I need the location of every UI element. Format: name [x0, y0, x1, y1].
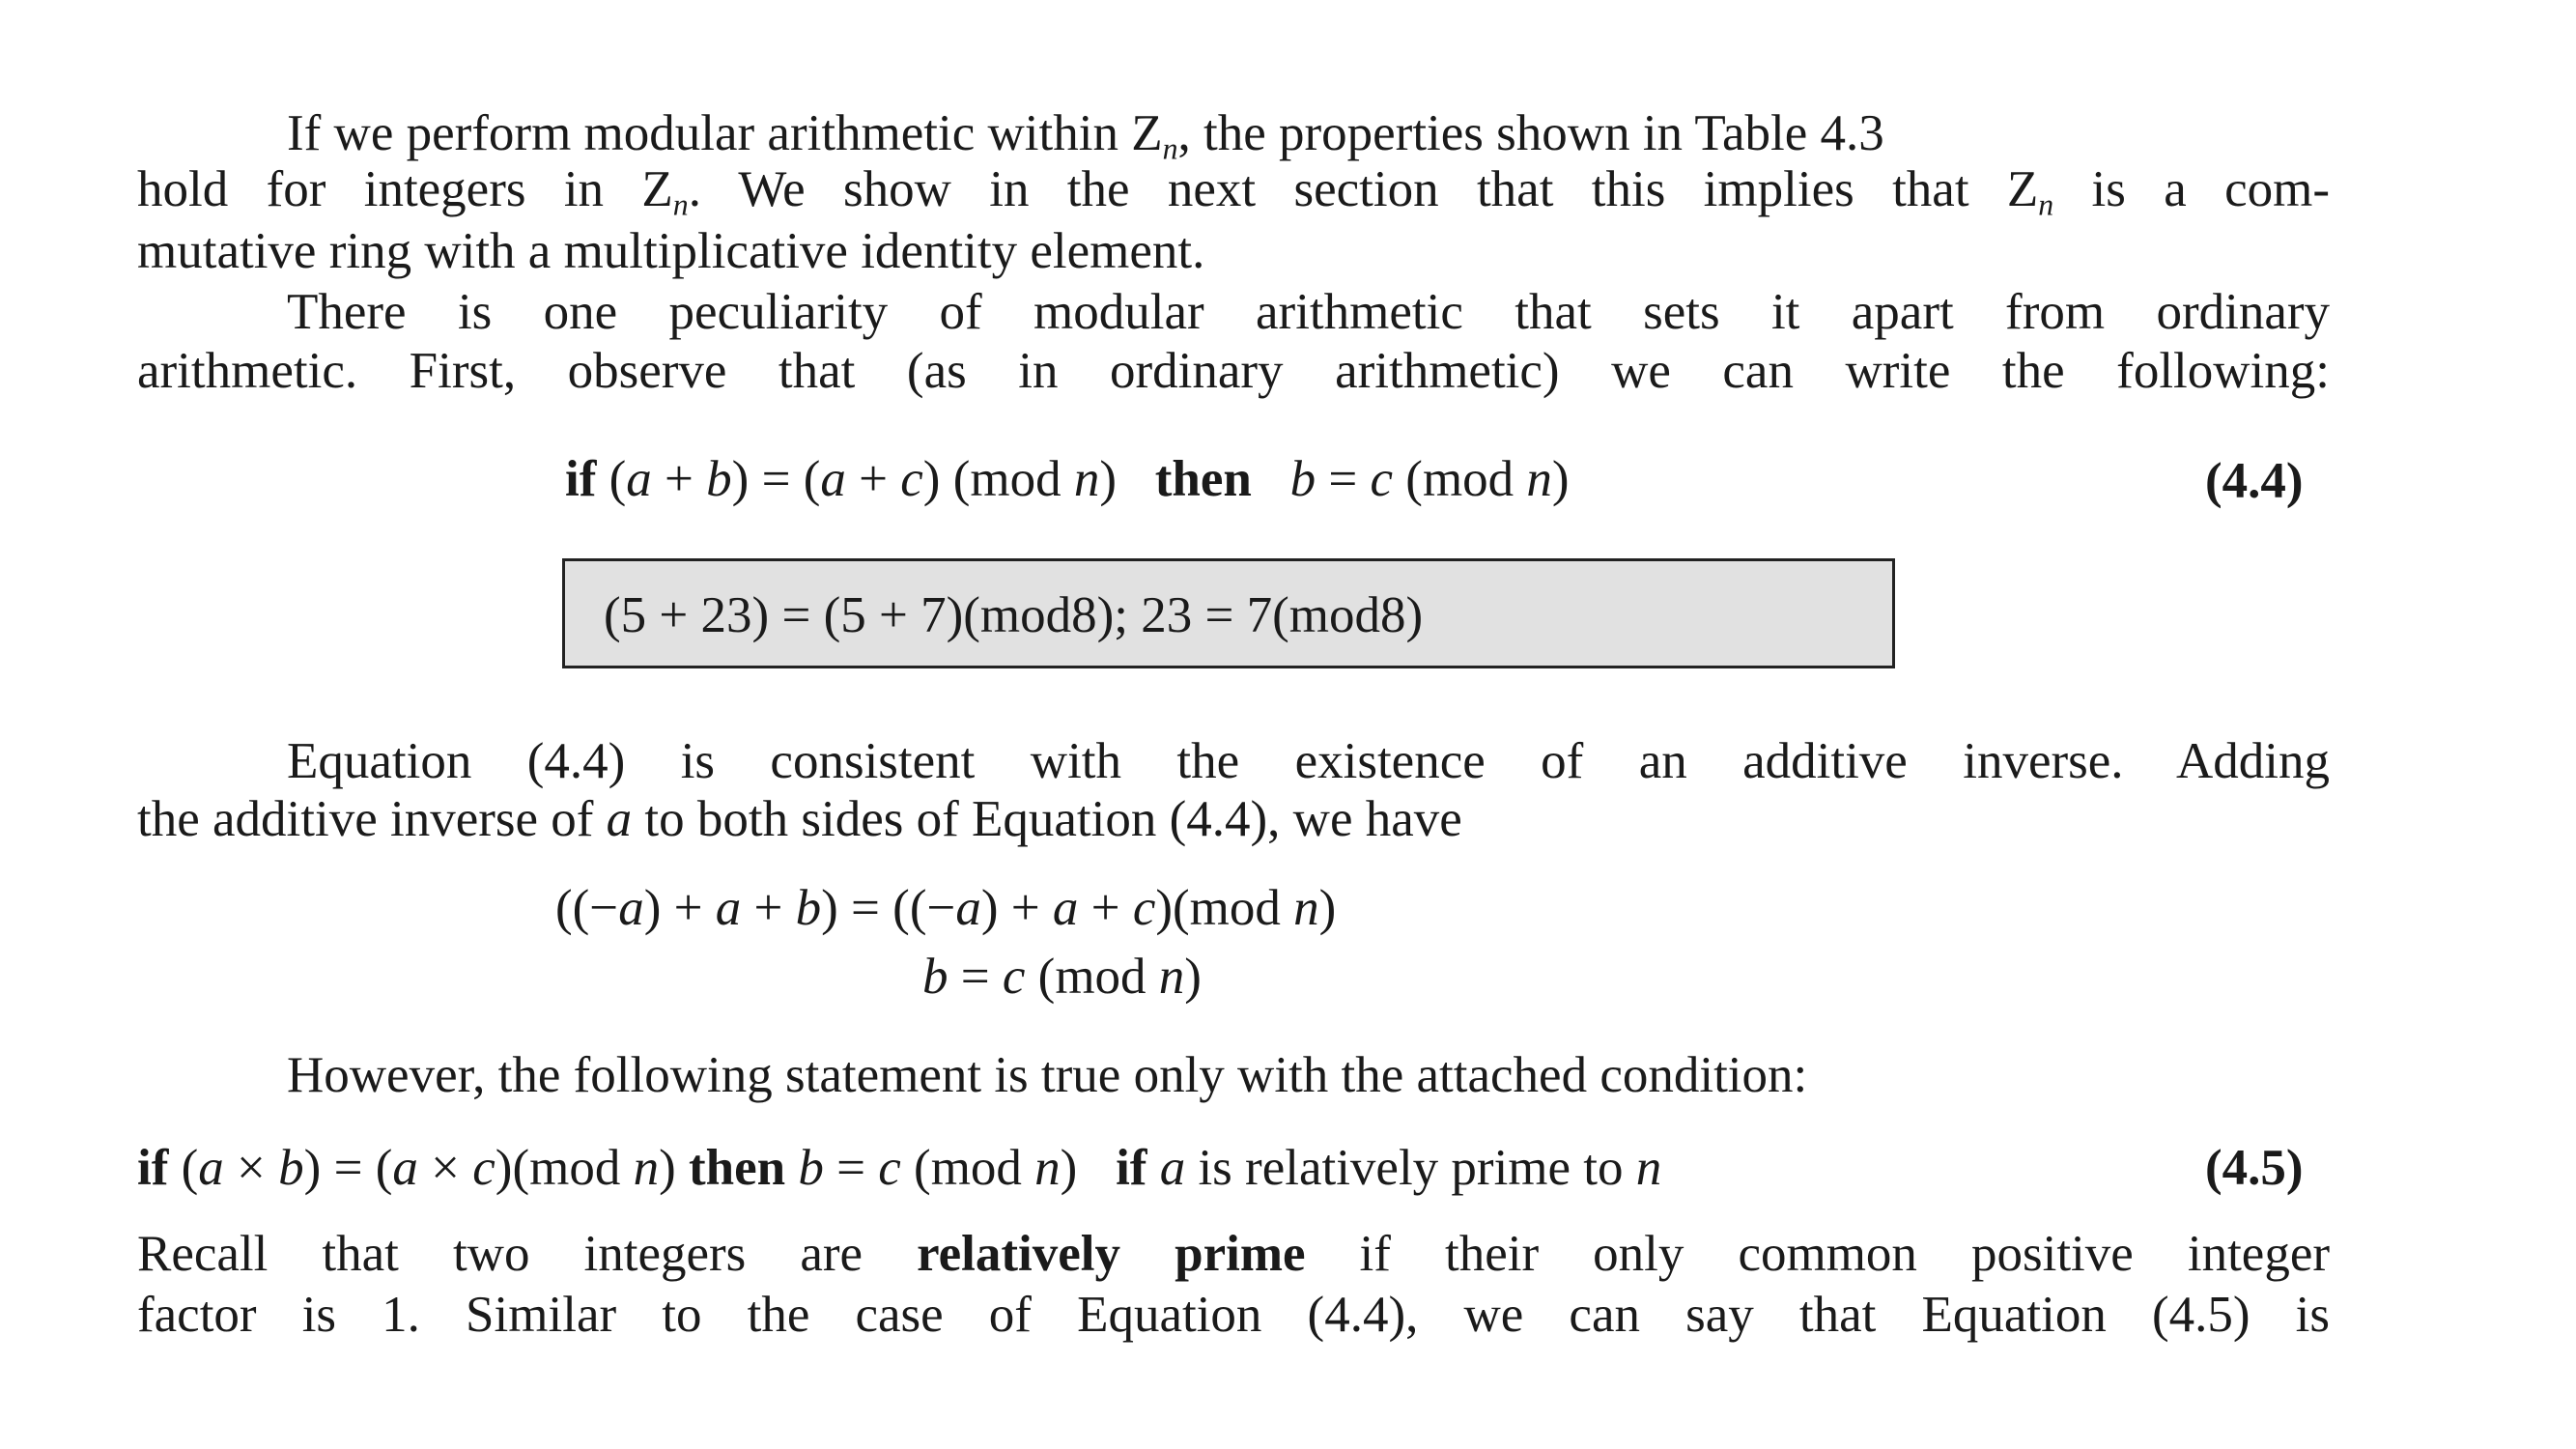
- paragraph2-line2: arithmetic. First, observe that (as in ordinary arithmetic) we can write the following:: [137, 343, 2330, 399]
- paragraph5-line1: Recall that two integers are relatively prime if their only common positive integer: [137, 1226, 2330, 1282]
- paragraph3-line1: Equation (4.4) is consistent with the existence of an additive inverse. Adding: [287, 733, 2330, 789]
- derivation-line2: b = c (mod n): [922, 949, 1202, 1005]
- equation-4-4: if (a + b) = (a + c) (mod n) then b = c (mod n): [565, 451, 1570, 507]
- example-box: [562, 558, 1895, 668]
- derivation-line1: ((−a) + a + b) = ((−a) + a + c)(mod n): [555, 880, 1337, 936]
- equation-4-5: if (a × b) = (a × c)(mod n) then b = c (mod n) if a is relatively prime to n: [137, 1140, 1662, 1196]
- paragraph1-line2: hold for integers in $Z_n$. We show in the next section that this implies that $Z_n$ is a com-: [137, 161, 2330, 222]
- paragraph2-line1: There is one peculiarity of modular arithmetic that sets it apart from ordinary: [287, 284, 2330, 340]
- paragraph4: However, the following statement is true only with the attached condition:: [287, 1047, 1808, 1103]
- paragraph5-line2: factor is 1. Similar to the case of Equation (4.4), we can say that Equation (4.5) is: [137, 1287, 2330, 1343]
- equation-number-4-5: (4.5): [2205, 1140, 2304, 1196]
- example-text: (5 + 23) = (5 + 7)(mod8); 23 = 7(mod8): [604, 587, 1424, 643]
- equation-number-4-4: (4.4): [2205, 453, 2304, 509]
- paragraph1-line3: mutative ring with a multiplicative identity element.: [137, 223, 1205, 279]
- paragraph3-line2: the additive inverse of a to both sides of Equation (4.4), we have: [137, 791, 1462, 847]
- paragraph1-line1: If we perform modular arithmetic within $Z_n$, the properties shown in Table 4.3: [287, 105, 1884, 166]
